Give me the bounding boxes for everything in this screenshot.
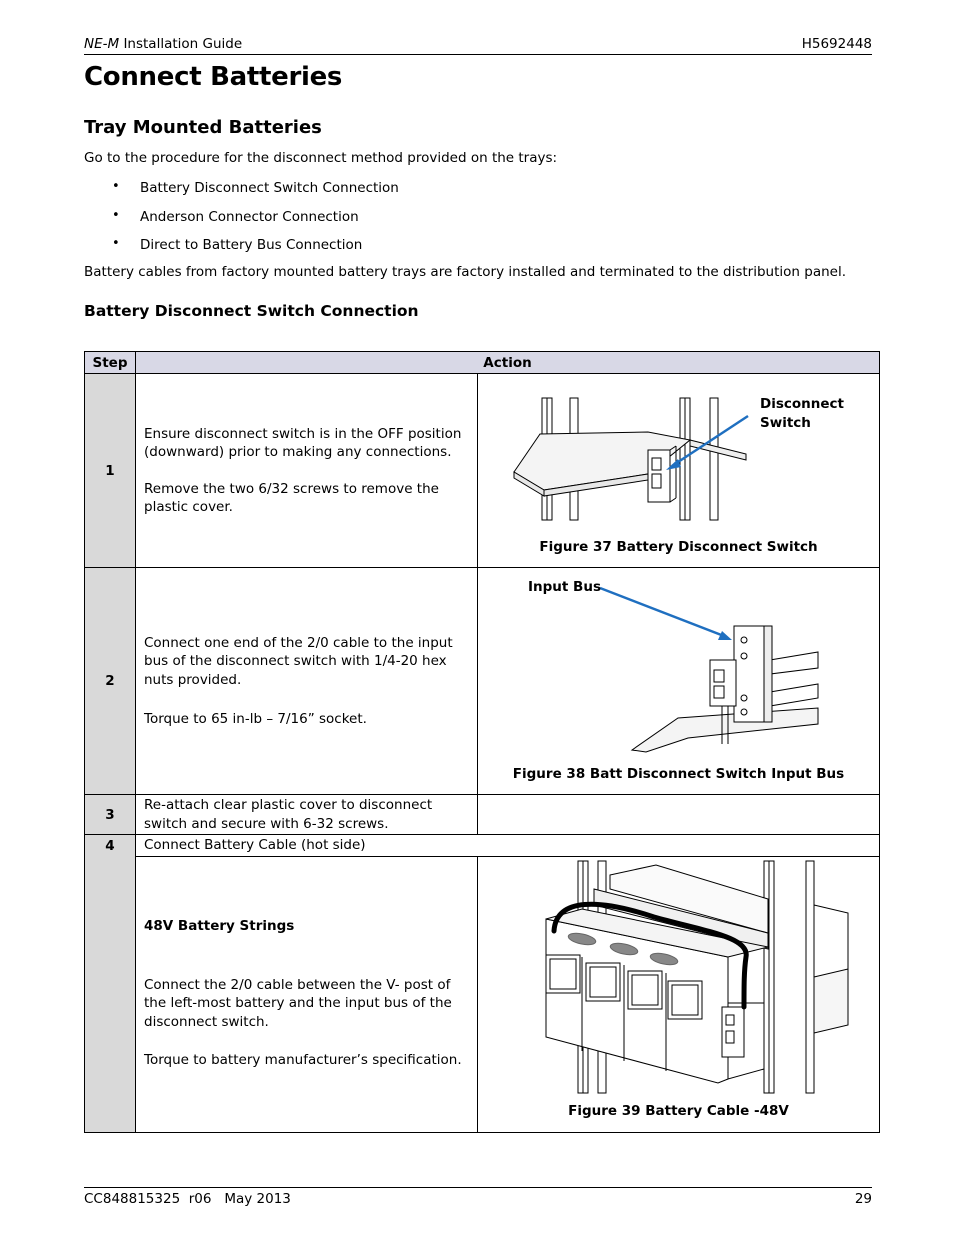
step-4-header: Connect Battery Cable (hot side) [136, 835, 880, 857]
intro-text: Go to the procedure for the disconnect method provided on the trays: [84, 150, 558, 166]
figure-37 [478, 374, 880, 568]
empty-cell [478, 795, 880, 835]
document-number: H5692448 [801, 36, 872, 52]
arrowhead-icon [718, 631, 732, 640]
step-number: 2 [85, 568, 136, 795]
subsection-title: Battery Disconnect Switch Connection [84, 302, 419, 320]
step-number: 1 [85, 374, 136, 568]
step-4-subhead: 48V Battery Strings [144, 918, 295, 934]
method-list [112, 180, 399, 266]
callout-disconnect-switch: Disconnect Switch [760, 396, 844, 431]
document-revision: CC848815325 r06 May 2013 [84, 1191, 291, 1207]
callout-arrow [600, 588, 724, 636]
figure-38 [478, 568, 880, 795]
procedure-table [84, 351, 880, 1133]
figure-caption: Figure 39 Battery Cable -48V [568, 1103, 789, 1119]
step-3-text: Re-attach clear plastic cover to disconnect switch and secure with 6-32 screws. [136, 795, 478, 835]
step-number: 3 [85, 795, 136, 835]
battery-cable-illustration [478, 857, 878, 1131]
step-4-text: 48V Battery Strings Connect the 2/0 cable between the V- post of the left-most battery and the input bus of the disconnect switch. Torque to battery manufacturer’s specification. [136, 857, 478, 1133]
list-item: • Battery Disconnect Switch Connection [112, 180, 399, 209]
page-title: Connect Batteries [84, 62, 343, 92]
document-title: NE-M Installation Guide [84, 36, 243, 52]
list-item: • Anderson Connector Connection [112, 209, 399, 238]
input-bus-illustration [478, 568, 878, 793]
page-header [84, 36, 872, 55]
step-1-text: Ensure disconnect switch is in the OFF position (downward) prior to making any connections. Remove the two 6/32 screws to remove the plastic cover. [136, 374, 478, 568]
factory-note: Battery cables from factory mounted battery trays are factory installed and terminated to the distribution panel. [84, 264, 846, 280]
section-title: Tray Mounted Batteries [84, 117, 322, 138]
callout-input-bus: Input Bus [528, 579, 601, 595]
column-header-step: Step [85, 352, 136, 374]
page-number: 29 [854, 1191, 872, 1207]
list-item: • Direct to Battery Bus Connection [112, 237, 399, 266]
step-2-text: Connect one end of the 2/0 cable to the input bus of the disconnect switch with 1/4-20 hex nuts provided. Torque to 65 in-lb – 7/16” socket. [136, 568, 478, 795]
figure-39 [478, 857, 880, 1133]
column-header-action: Action [136, 352, 880, 374]
page-footer [84, 1187, 872, 1207]
step-number: 4 [85, 835, 136, 1133]
figure-caption: Figure 37 Battery Disconnect Switch [539, 539, 818, 555]
figure-caption: Figure 38 Batt Disconnect Switch Input Bus [512, 766, 845, 782]
